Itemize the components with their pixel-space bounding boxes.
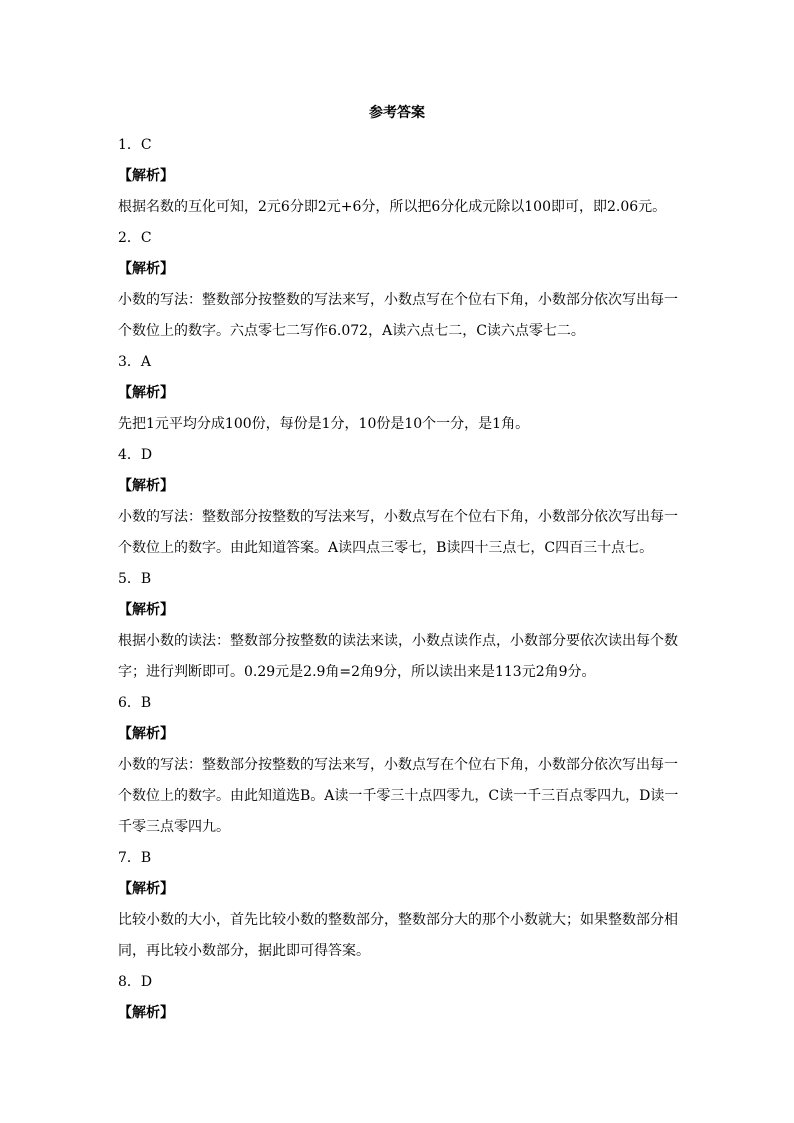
- answer-number: 8．D: [118, 974, 153, 990]
- page-title: 参考答案: [369, 105, 425, 121]
- answer-item: [118, 843, 678, 967]
- analysis-label: 【解析】: [118, 726, 174, 742]
- answer-item: [118, 223, 678, 347]
- answer-number: 1．C: [118, 137, 152, 153]
- answer-item: [118, 967, 678, 1029]
- analysis-text: 个数位上的数字。由此知道答案。A读四点三零七，B读四十三点七，C四百三十点七。: [118, 540, 654, 556]
- answer-number: 2．C: [118, 230, 152, 246]
- analysis-label: 【解析】: [118, 478, 174, 494]
- analysis-text: 个数位上的数字。六点零七二写作6.072，A读六点七二，C读六点零七二。: [118, 323, 585, 339]
- analysis-text: 小数的写法：整数部分按整数的写法来写，小数点写在个位右下角，小数部分依次写出每一: [118, 757, 678, 773]
- analysis-text: 个数位上的数字。由此知道选B。A读一千零三十点四零九，C读一千三百点零四九，D读一: [118, 788, 679, 804]
- analysis-label: 【解析】: [118, 261, 174, 277]
- analysis-label: 【解析】: [118, 168, 174, 184]
- analysis-label: 【解析】: [118, 602, 174, 618]
- answer-item: [118, 688, 678, 843]
- answer-number: 5．B: [118, 571, 152, 587]
- answer-number: 6．B: [118, 695, 152, 711]
- analysis-label: 【解析】: [118, 881, 174, 897]
- analysis-text: 千零三点零四九。: [118, 819, 230, 835]
- analysis-text: 根据名数的互化可知，2元6分即2元+6分，所以把6分化成元除以100即可，即2.06元。: [118, 199, 667, 215]
- analysis-text: 比较小数的大小，首先比较小数的整数部分，整数部分大的那个小数就大；如果整数部分相: [118, 912, 678, 928]
- analysis-text: 小数的写法：整数部分按整数的写法来写，小数点写在个位右下角，小数部分依次写出每一: [118, 509, 678, 525]
- answer-item: [118, 130, 678, 223]
- answer-item: [118, 347, 678, 440]
- analysis-text: 小数的写法：整数部分按整数的写法来写，小数点写在个位右下角，小数部分依次写出每一: [118, 292, 678, 308]
- analysis-label: 【解析】: [118, 1005, 174, 1021]
- answer-list: [118, 130, 678, 1029]
- analysis-text: 根据小数的读法：整数部分按整数的读法来读，小数点读作点，小数部分要依次读出每个数: [118, 633, 678, 649]
- answer-number: 7．B: [118, 850, 152, 866]
- analysis-text: 先把1元平均分成100份，每份是1分，10份是10个一分，是1角。: [118, 416, 530, 432]
- answer-number: 4．D: [118, 447, 153, 463]
- answer-number: 3．A: [118, 354, 152, 370]
- analysis-label: 【解析】: [118, 385, 174, 401]
- answer-item: [118, 440, 678, 564]
- analysis-text: 字；进行判断即可。0.29元是2.9角=2角9分，所以读出来是113元2角9分。: [118, 664, 596, 680]
- analysis-text: 同，再比较小数部分，据此即可得答案。: [118, 943, 370, 959]
- answer-item: [118, 564, 678, 688]
